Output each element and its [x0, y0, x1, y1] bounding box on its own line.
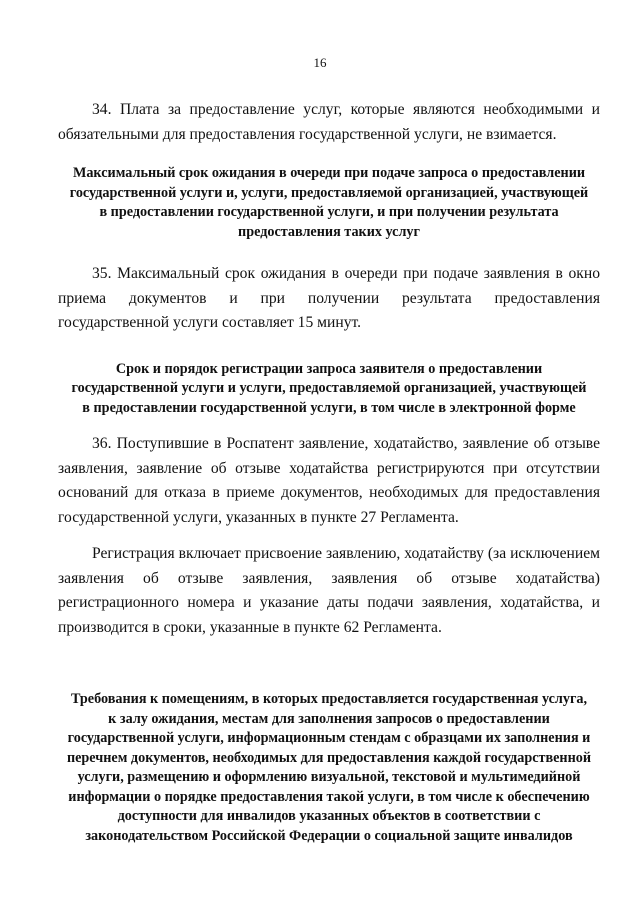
page-content [58, 98, 600, 846]
paragraph-34: 34. Плата за предоставление услуг, которые являются необходимыми и обязательными для предоставления государственной услуги, не взимается. [58, 101, 600, 143]
section-heading-registration: Срок и порядок регистрации запроса заявителя о предоставлении государственной услуги и услуги, предоставляемой организацией, участвующей в предоставлении государственной услуги, в том числе в электронной форме [71, 360, 587, 416]
section-heading-premises-requirements: Требования к помещениям, в которых предоставляется государственная услуга, к залу ожидания, местам для заполнения запросов о предоставлении государственной услуги, информационным стендам с образцами их заполнения и перечнем документов, необходимых для предоставления каждой государственной услуги, размещению и оформлению визуальной, текстовой и мультимедийной информации о порядке предоставления такой услуги, в том числе к обеспечению доступности для инвалидов указанных объектов в соответствии с законодательством Российской Федерации о социальной защите инвалидов [66, 691, 592, 844]
paragraph-35: 35. Максимальный срок ожидания в очереди при подаче заявления в окно приема документов и при получении результата предоставления государственной услуги составляет 15 минут. [58, 265, 600, 331]
paragraph-36: 36. Поступившие в Роспатент заявление, ходатайство, заявление об отзыве заявления, заявление об отзыве ходатайства регистрируются при отсутствии оснований для отказа в приеме документов, необходимых для предоставления государственной услуги, указанных в пункте 27 Регламента. [58, 435, 600, 526]
paragraph-36-registration: Регистрация включает присвоение заявлению, ходатайству (за исключением заявления об отзыве заявления, заявления об отзыве ходатайства) регистрационного номера и указание даты подачи заявления, ходатайства, и производится в сроки, указанные в пункте 62 Регламента. [58, 545, 600, 636]
section-heading-waiting-time: Максимальный срок ожидания в очереди при подаче запроса о предоставлении государственной услуги и, услуги, предоставляемой организацией, участвующей в предоставлении государственной услуги, и при получении результата предоставления таких услуг [69, 165, 589, 240]
page-number: 16 [313, 55, 327, 70]
